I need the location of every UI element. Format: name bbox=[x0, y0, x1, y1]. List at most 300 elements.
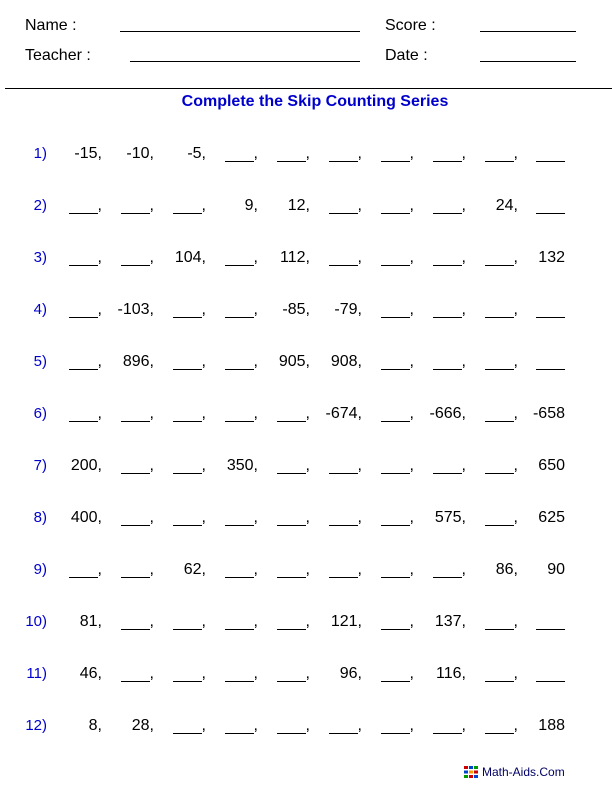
given-term-value: -85 bbox=[282, 301, 306, 318]
answer-blank[interactable] bbox=[212, 560, 258, 580]
answer-blank-line[interactable] bbox=[329, 456, 358, 474]
answer-blank-line[interactable] bbox=[381, 196, 410, 214]
answer-blank-line[interactable] bbox=[69, 248, 98, 266]
answer-blank[interactable] bbox=[472, 508, 518, 528]
given-term-value: 24 bbox=[495, 197, 514, 214]
answer-blank[interactable] bbox=[108, 196, 154, 216]
answer-blank[interactable] bbox=[420, 716, 466, 736]
term-separator: , bbox=[357, 457, 362, 474]
term-separator: , bbox=[461, 249, 466, 266]
answer-blank-line[interactable] bbox=[433, 456, 462, 474]
given-term bbox=[56, 716, 102, 736]
term-separator: , bbox=[461, 301, 466, 318]
answer-blank[interactable] bbox=[56, 560, 102, 580]
answer-blank-line[interactable] bbox=[69, 352, 98, 370]
given-term bbox=[160, 560, 206, 580]
answer-blank[interactable] bbox=[472, 456, 518, 476]
answer-blank-line[interactable] bbox=[485, 508, 514, 526]
answer-blank-line[interactable] bbox=[121, 664, 150, 682]
term-separator: , bbox=[409, 509, 414, 526]
term-separator: , bbox=[253, 197, 258, 214]
term-separator: , bbox=[461, 145, 466, 162]
given-term bbox=[524, 560, 570, 580]
answer-blank-line[interactable] bbox=[121, 508, 150, 526]
answer-blank[interactable] bbox=[212, 352, 258, 372]
term-separator: , bbox=[357, 509, 362, 526]
answer-blank[interactable] bbox=[316, 560, 362, 580]
answer-blank-line[interactable] bbox=[173, 664, 202, 682]
answer-blank[interactable] bbox=[108, 456, 154, 476]
given-term bbox=[316, 300, 362, 320]
term-separator: , bbox=[357, 717, 362, 734]
answer-blank-line[interactable] bbox=[277, 404, 306, 422]
term-separator: , bbox=[409, 249, 414, 266]
given-term bbox=[264, 248, 310, 268]
answer-blank-line[interactable] bbox=[433, 300, 462, 318]
answer-blank[interactable] bbox=[524, 612, 570, 632]
answer-blank[interactable] bbox=[264, 560, 310, 580]
term-separator: , bbox=[513, 613, 518, 630]
term-separator: , bbox=[201, 613, 206, 630]
answer-blank-line[interactable] bbox=[69, 560, 98, 578]
problem-row bbox=[0, 716, 612, 736]
answer-blank-line[interactable] bbox=[277, 560, 306, 578]
term-separator: , bbox=[201, 145, 206, 162]
answer-blank[interactable] bbox=[368, 248, 414, 268]
given-term-value: 116 bbox=[436, 665, 462, 682]
term-separator: , bbox=[97, 509, 102, 526]
answer-blank[interactable] bbox=[472, 664, 518, 684]
answer-blank[interactable] bbox=[160, 716, 206, 736]
answer-blank-line[interactable] bbox=[536, 196, 565, 214]
answer-blank-line[interactable] bbox=[381, 508, 410, 526]
answer-blank[interactable] bbox=[264, 612, 310, 632]
answer-blank[interactable] bbox=[212, 404, 258, 424]
answer-blank-line[interactable] bbox=[485, 716, 514, 734]
term-separator: , bbox=[97, 249, 102, 266]
term-separator: , bbox=[97, 665, 102, 682]
problem-number: 6) bbox=[33, 405, 47, 422]
given-term bbox=[56, 508, 102, 528]
term-separator: , bbox=[461, 613, 466, 630]
answer-blank[interactable] bbox=[56, 404, 102, 424]
answer-blank[interactable] bbox=[472, 300, 518, 320]
answer-blank[interactable] bbox=[264, 404, 310, 424]
answer-blank[interactable] bbox=[212, 612, 258, 632]
answer-blank-line[interactable] bbox=[173, 404, 202, 422]
term-separator: , bbox=[253, 561, 258, 578]
term-separator: , bbox=[357, 353, 362, 370]
term-separator: , bbox=[253, 613, 258, 630]
problem-number: 2) bbox=[33, 197, 47, 214]
given-term bbox=[472, 196, 518, 216]
answer-blank[interactable] bbox=[420, 560, 466, 580]
given-term-value: 9 bbox=[244, 197, 254, 214]
answer-blank[interactable] bbox=[524, 144, 570, 164]
answer-blank-line[interactable] bbox=[277, 664, 306, 682]
answer-blank-line[interactable] bbox=[485, 300, 514, 318]
answer-blank-line[interactable] bbox=[225, 612, 254, 630]
given-term-value: 46 bbox=[79, 665, 98, 682]
answer-blank[interactable] bbox=[420, 300, 466, 320]
answer-blank[interactable] bbox=[316, 144, 362, 164]
answer-blank[interactable] bbox=[368, 144, 414, 164]
term-separator: , bbox=[513, 353, 518, 370]
answer-blank-line[interactable] bbox=[173, 196, 202, 214]
term-separator: , bbox=[357, 561, 362, 578]
answer-blank-line[interactable] bbox=[225, 404, 254, 422]
answer-blank-line[interactable] bbox=[225, 716, 254, 734]
given-term-value: 896 bbox=[122, 353, 150, 370]
given-term bbox=[264, 196, 310, 216]
answer-blank-line[interactable] bbox=[173, 716, 202, 734]
answer-blank[interactable] bbox=[264, 716, 310, 736]
term-separator: , bbox=[409, 197, 414, 214]
answer-blank-line[interactable] bbox=[69, 300, 98, 318]
answer-blank-line[interactable] bbox=[225, 300, 254, 318]
answer-blank[interactable] bbox=[108, 248, 154, 268]
worksheet-title: Complete the Skip Counting Series bbox=[181, 93, 449, 110]
term-separator: , bbox=[305, 249, 310, 266]
answer-blank[interactable] bbox=[108, 508, 154, 528]
term-separator: , bbox=[357, 405, 362, 422]
answer-blank-line[interactable] bbox=[173, 612, 202, 630]
given-term-value: 188 bbox=[538, 717, 565, 734]
answer-blank[interactable] bbox=[368, 196, 414, 216]
answer-blank[interactable] bbox=[160, 196, 206, 216]
term-separator: , bbox=[97, 145, 102, 162]
term-separator: , bbox=[461, 197, 466, 214]
answer-blank[interactable] bbox=[368, 456, 414, 476]
term-separator: , bbox=[513, 197, 518, 214]
answer-blank-line[interactable] bbox=[381, 352, 410, 370]
header-divider bbox=[5, 88, 612, 89]
answer-blank[interactable] bbox=[524, 196, 570, 216]
term-separator: , bbox=[201, 197, 206, 214]
term-separator: , bbox=[149, 145, 154, 162]
answer-blank[interactable] bbox=[108, 612, 154, 632]
problem-number: 5) bbox=[33, 353, 47, 370]
term-separator: , bbox=[409, 145, 414, 162]
term-separator: , bbox=[409, 457, 414, 474]
answer-blank-line[interactable] bbox=[173, 508, 202, 526]
answer-blank[interactable] bbox=[56, 352, 102, 372]
problem-row bbox=[0, 456, 612, 476]
answer-blank[interactable] bbox=[212, 508, 258, 528]
answer-blank-line[interactable] bbox=[329, 716, 358, 734]
date-line[interactable] bbox=[480, 61, 576, 62]
answer-blank[interactable] bbox=[160, 404, 206, 424]
given-term bbox=[108, 144, 154, 164]
answer-blank-line[interactable] bbox=[69, 404, 98, 422]
given-term-value: 90 bbox=[547, 561, 565, 578]
term-separator: , bbox=[461, 353, 466, 370]
given-term bbox=[420, 404, 466, 424]
answer-blank-line[interactable] bbox=[381, 664, 410, 682]
given-term bbox=[524, 404, 570, 424]
answer-blank[interactable] bbox=[316, 508, 362, 528]
term-separator: , bbox=[305, 613, 310, 630]
answer-blank[interactable] bbox=[524, 352, 570, 372]
answer-blank[interactable] bbox=[472, 716, 518, 736]
answer-blank[interactable] bbox=[368, 508, 414, 528]
answer-blank-line[interactable] bbox=[485, 144, 514, 162]
answer-blank[interactable] bbox=[472, 612, 518, 632]
answer-blank-line[interactable] bbox=[536, 300, 565, 318]
term-separator: , bbox=[305, 405, 310, 422]
term-separator: , bbox=[305, 197, 310, 214]
answer-blank[interactable] bbox=[212, 664, 258, 684]
answer-blank[interactable] bbox=[472, 144, 518, 164]
term-separator: , bbox=[97, 301, 102, 318]
answer-blank[interactable] bbox=[160, 612, 206, 632]
answer-blank-line[interactable] bbox=[225, 248, 254, 266]
given-term bbox=[316, 404, 362, 424]
answer-blank[interactable] bbox=[160, 300, 206, 320]
answer-blank-line[interactable] bbox=[329, 144, 358, 162]
answer-blank[interactable] bbox=[368, 352, 414, 372]
given-term bbox=[420, 664, 466, 684]
problem-row bbox=[0, 612, 612, 632]
answer-blank[interactable] bbox=[108, 560, 154, 580]
answer-blank-line[interactable] bbox=[381, 144, 410, 162]
answer-blank-line[interactable] bbox=[329, 196, 358, 214]
answer-blank-line[interactable] bbox=[381, 716, 410, 734]
name-line[interactable] bbox=[120, 31, 360, 32]
given-term-value: 104 bbox=[174, 249, 202, 266]
answer-blank[interactable] bbox=[264, 456, 310, 476]
given-term-value: 12 bbox=[287, 197, 306, 214]
answer-blank-line[interactable] bbox=[277, 456, 306, 474]
answer-blank-line[interactable] bbox=[433, 196, 462, 214]
answer-blank-line[interactable] bbox=[381, 248, 410, 266]
answer-blank-line[interactable] bbox=[381, 456, 410, 474]
answer-blank-line[interactable] bbox=[485, 404, 514, 422]
answer-blank-line[interactable] bbox=[121, 612, 150, 630]
term-separator: , bbox=[357, 197, 362, 214]
answer-blank-line[interactable] bbox=[277, 508, 306, 526]
given-term bbox=[108, 352, 154, 372]
answer-blank-line[interactable] bbox=[536, 352, 565, 370]
term-separator: , bbox=[409, 613, 414, 630]
answer-blank[interactable] bbox=[316, 248, 362, 268]
answer-blank[interactable] bbox=[264, 144, 310, 164]
answer-blank-line[interactable] bbox=[433, 560, 462, 578]
answer-blank-line[interactable] bbox=[381, 404, 410, 422]
term-separator: , bbox=[409, 665, 414, 682]
term-separator: , bbox=[201, 457, 206, 474]
answer-blank-line[interactable] bbox=[485, 248, 514, 266]
term-separator: , bbox=[513, 301, 518, 318]
answer-blank[interactable] bbox=[420, 352, 466, 372]
answer-blank[interactable] bbox=[368, 664, 414, 684]
answer-blank[interactable] bbox=[108, 404, 154, 424]
answer-blank[interactable] bbox=[264, 664, 310, 684]
answer-blank-line[interactable] bbox=[277, 612, 306, 630]
answer-blank[interactable] bbox=[316, 716, 362, 736]
answer-blank-line[interactable] bbox=[121, 248, 150, 266]
term-separator: , bbox=[357, 613, 362, 630]
answer-blank[interactable] bbox=[368, 404, 414, 424]
given-term bbox=[524, 248, 570, 268]
answer-blank-line[interactable] bbox=[121, 456, 150, 474]
answer-blank[interactable] bbox=[212, 144, 258, 164]
answer-blank[interactable] bbox=[472, 352, 518, 372]
term-separator: , bbox=[409, 301, 414, 318]
answer-blank[interactable] bbox=[160, 456, 206, 476]
problem-row bbox=[0, 664, 612, 684]
given-term-value: 86 bbox=[495, 561, 514, 578]
answer-blank-line[interactable] bbox=[277, 716, 306, 734]
answer-blank[interactable] bbox=[524, 664, 570, 684]
answer-blank-line[interactable] bbox=[277, 144, 306, 162]
answer-blank-line[interactable] bbox=[485, 612, 514, 630]
term-separator: , bbox=[201, 405, 206, 422]
answer-blank[interactable] bbox=[160, 664, 206, 684]
term-separator: , bbox=[253, 665, 258, 682]
given-term-value: 112 bbox=[280, 249, 306, 266]
given-term-value: 350 bbox=[226, 457, 254, 474]
term-separator: , bbox=[305, 457, 310, 474]
problem-number: 4) bbox=[33, 301, 47, 318]
term-separator: , bbox=[513, 249, 518, 266]
given-term-value: 400 bbox=[70, 509, 98, 526]
answer-blank-line[interactable] bbox=[536, 612, 565, 630]
problem-number: 11) bbox=[26, 665, 47, 682]
term-separator: , bbox=[513, 665, 518, 682]
answer-blank[interactable] bbox=[420, 196, 466, 216]
answer-blank-line[interactable] bbox=[173, 352, 202, 370]
answer-blank-line[interactable] bbox=[433, 352, 462, 370]
answer-blank-line[interactable] bbox=[485, 456, 514, 474]
answer-blank[interactable] bbox=[420, 248, 466, 268]
term-separator: , bbox=[409, 561, 414, 578]
answer-blank-line[interactable] bbox=[485, 664, 514, 682]
answer-blank[interactable] bbox=[316, 456, 362, 476]
given-term-value: 905 bbox=[278, 353, 306, 370]
answer-blank[interactable] bbox=[160, 508, 206, 528]
answer-blank-line[interactable] bbox=[329, 248, 358, 266]
given-term bbox=[160, 144, 206, 164]
answer-blank[interactable] bbox=[56, 300, 102, 320]
given-term bbox=[524, 508, 570, 528]
given-term bbox=[108, 300, 154, 320]
answer-blank[interactable] bbox=[264, 508, 310, 528]
answer-blank-line[interactable] bbox=[121, 196, 150, 214]
term-separator: , bbox=[513, 509, 518, 526]
term-separator: , bbox=[305, 561, 310, 578]
answer-blank[interactable] bbox=[56, 196, 102, 216]
given-term bbox=[316, 664, 362, 684]
given-term bbox=[56, 456, 102, 476]
answer-blank-line[interactable] bbox=[433, 144, 462, 162]
answer-blank-line[interactable] bbox=[225, 144, 254, 162]
teacher-line[interactable] bbox=[130, 61, 360, 62]
term-separator: , bbox=[409, 717, 414, 734]
answer-blank-line[interactable] bbox=[536, 664, 565, 682]
answer-blank[interactable] bbox=[420, 456, 466, 476]
answer-blank-line[interactable] bbox=[433, 248, 462, 266]
term-separator: , bbox=[305, 509, 310, 526]
answer-blank[interactable] bbox=[472, 248, 518, 268]
term-separator: , bbox=[253, 717, 258, 734]
answer-blank[interactable] bbox=[472, 404, 518, 424]
answer-blank[interactable] bbox=[56, 248, 102, 268]
answer-blank[interactable] bbox=[212, 300, 258, 320]
term-separator: , bbox=[201, 353, 206, 370]
answer-blank[interactable] bbox=[108, 664, 154, 684]
answer-blank[interactable] bbox=[160, 352, 206, 372]
answer-blank-line[interactable] bbox=[433, 716, 462, 734]
answer-blank[interactable] bbox=[524, 300, 570, 320]
term-separator: , bbox=[201, 561, 206, 578]
term-separator: , bbox=[513, 457, 518, 474]
answer-blank-line[interactable] bbox=[329, 560, 358, 578]
term-separator: , bbox=[97, 613, 102, 630]
given-term bbox=[108, 716, 154, 736]
term-separator: , bbox=[461, 509, 466, 526]
answer-blank-line[interactable] bbox=[225, 560, 254, 578]
answer-blank-line[interactable] bbox=[121, 560, 150, 578]
problem-number: 1) bbox=[33, 145, 47, 162]
answer-blank-line[interactable] bbox=[329, 508, 358, 526]
score-line[interactable] bbox=[480, 31, 576, 32]
given-term-value: -15 bbox=[74, 145, 98, 162]
answer-blank-line[interactable] bbox=[173, 456, 202, 474]
term-separator: , bbox=[201, 717, 206, 734]
answer-blank-line[interactable] bbox=[225, 664, 254, 682]
answer-blank-line[interactable] bbox=[381, 560, 410, 578]
given-term-value: -103 bbox=[117, 301, 150, 318]
answer-blank-line[interactable] bbox=[485, 352, 514, 370]
given-term bbox=[56, 664, 102, 684]
answer-blank-line[interactable] bbox=[69, 196, 98, 214]
term-separator: , bbox=[461, 457, 466, 474]
term-separator: , bbox=[97, 561, 102, 578]
term-separator: , bbox=[149, 509, 154, 526]
answer-blank[interactable] bbox=[368, 716, 414, 736]
problem-number: 10) bbox=[25, 613, 47, 630]
term-separator: , bbox=[409, 353, 414, 370]
answer-blank[interactable] bbox=[368, 612, 414, 632]
answer-blank[interactable] bbox=[420, 144, 466, 164]
answer-blank-line[interactable] bbox=[225, 508, 254, 526]
problem-row bbox=[0, 508, 612, 528]
problem-number: 3) bbox=[33, 249, 47, 266]
answer-blank[interactable] bbox=[368, 300, 414, 320]
answer-blank[interactable] bbox=[212, 716, 258, 736]
given-term bbox=[212, 196, 258, 216]
answer-blank-line[interactable] bbox=[536, 144, 565, 162]
answer-blank-line[interactable] bbox=[225, 352, 254, 370]
answer-blank-line[interactable] bbox=[381, 300, 410, 318]
answer-blank-line[interactable] bbox=[121, 404, 150, 422]
term-separator: , bbox=[97, 457, 102, 474]
problem-row bbox=[0, 248, 612, 268]
footer-brand-text: Math-Aids.Com bbox=[482, 765, 565, 779]
term-separator: , bbox=[461, 405, 466, 422]
answer-blank[interactable] bbox=[368, 560, 414, 580]
answer-blank-line[interactable] bbox=[381, 612, 410, 630]
answer-blank-line[interactable] bbox=[173, 300, 202, 318]
given-term bbox=[524, 456, 570, 476]
term-separator: , bbox=[253, 353, 258, 370]
answer-blank[interactable] bbox=[212, 248, 258, 268]
term-separator: , bbox=[305, 717, 310, 734]
answer-blank[interactable] bbox=[316, 196, 362, 216]
problem-row bbox=[0, 352, 612, 372]
term-separator: , bbox=[149, 301, 154, 318]
